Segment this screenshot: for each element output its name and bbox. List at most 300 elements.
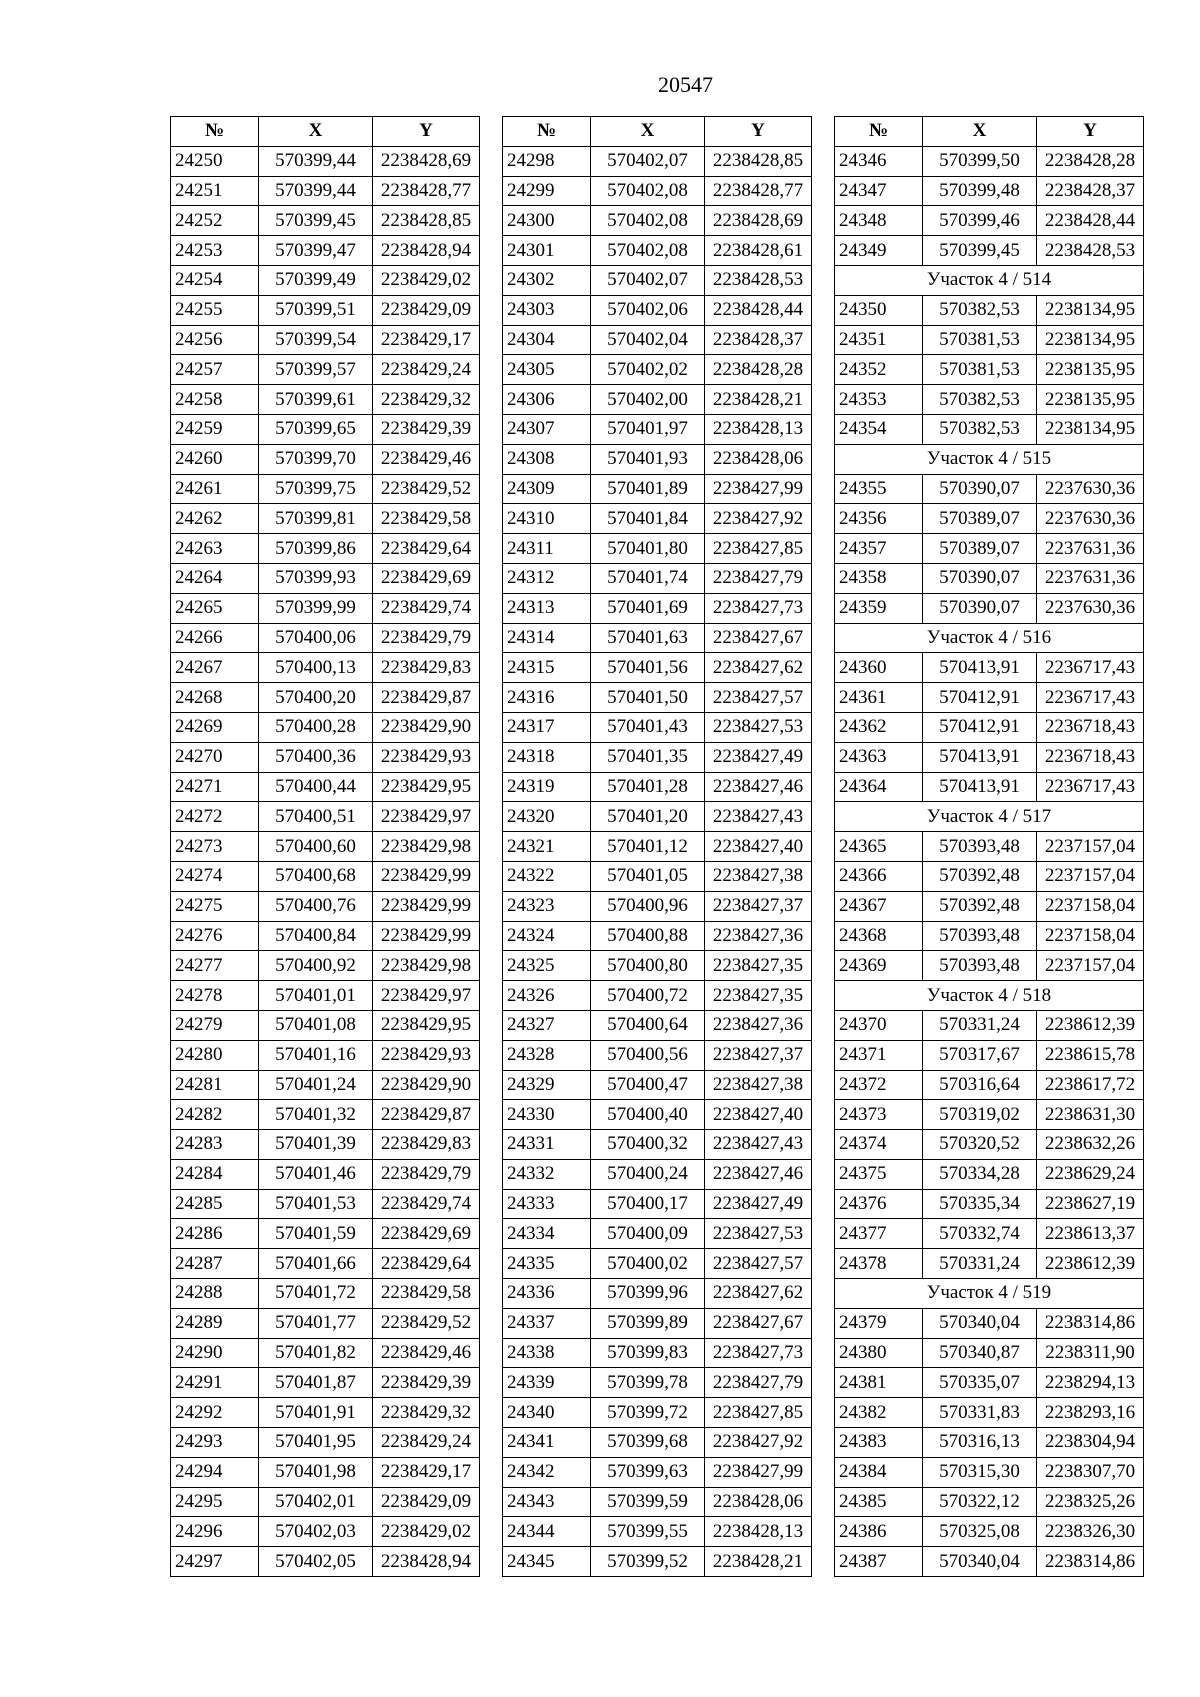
table-row	[171, 832, 480, 862]
table-row	[171, 474, 480, 504]
x-coordinate-cell: 570401,05	[591, 861, 705, 891]
table-row	[503, 1279, 812, 1309]
y-coordinate-cell: 2237158,04	[1037, 921, 1144, 951]
point-number-cell: 24343	[503, 1487, 591, 1517]
y-coordinate-cell: 2238427,57	[705, 1249, 812, 1279]
x-coordinate-cell: 570401,95	[259, 1428, 373, 1458]
point-number-cell: 24347	[835, 176, 923, 206]
point-number-cell: 24344	[503, 1517, 591, 1547]
x-coordinate-cell: 570400,51	[259, 802, 373, 832]
table-row	[835, 1159, 1144, 1189]
point-number-cell: 24252	[171, 206, 259, 236]
y-coordinate-cell: 2238427,38	[705, 1070, 812, 1100]
x-coordinate-cell: 570389,07	[923, 504, 1037, 534]
point-number-cell: 24326	[503, 981, 591, 1011]
table-row	[835, 385, 1144, 415]
table-row	[171, 802, 480, 832]
x-coordinate-cell: 570401,24	[259, 1070, 373, 1100]
table-row	[171, 1100, 480, 1130]
x-coordinate-cell: 570401,28	[591, 772, 705, 802]
point-number-cell: 24318	[503, 742, 591, 772]
y-coordinate-cell: 2238427,92	[705, 504, 812, 534]
x-coordinate-cell: 570390,07	[923, 563, 1037, 593]
point-number-cell: 24257	[171, 355, 259, 385]
point-number-cell: 24335	[503, 1249, 591, 1279]
point-number-cell: 24250	[171, 146, 259, 176]
point-number-cell: 24341	[503, 1428, 591, 1458]
point-number-cell: 24308	[503, 444, 591, 474]
table-row	[835, 1308, 1144, 1338]
y-coordinate-cell: 2238429,09	[373, 1487, 480, 1517]
point-number-cell: 24313	[503, 593, 591, 623]
table-row	[171, 176, 480, 206]
x-coordinate-cell: 570335,34	[923, 1189, 1037, 1219]
y-coordinate-cell: 2238428,13	[705, 1517, 812, 1547]
table-row	[171, 1457, 480, 1487]
point-number-cell: 24278	[171, 981, 259, 1011]
page-number: 20547	[658, 72, 713, 97]
point-number-cell: 24340	[503, 1398, 591, 1428]
y-coordinate-cell: 2237631,36	[1037, 534, 1144, 564]
point-number-cell: 24385	[835, 1487, 923, 1517]
y-coordinate-cell: 2238428,37	[1037, 176, 1144, 206]
table-row	[503, 504, 812, 534]
point-number-cell: 24353	[835, 385, 923, 415]
point-number-cell: 24295	[171, 1487, 259, 1517]
header-x: X	[259, 117, 373, 147]
point-number-cell: 24342	[503, 1457, 591, 1487]
section-label: Участок 4 / 515	[835, 444, 1144, 474]
y-coordinate-cell: 2237157,04	[1037, 861, 1144, 891]
x-coordinate-cell: 570325,08	[923, 1517, 1037, 1547]
table-row	[171, 563, 480, 593]
x-coordinate-cell: 570399,78	[591, 1368, 705, 1398]
table-row	[171, 1159, 480, 1189]
x-coordinate-cell: 570400,56	[591, 1040, 705, 1070]
x-coordinate-cell: 570401,97	[591, 414, 705, 444]
y-coordinate-cell: 2238429,93	[373, 742, 480, 772]
table-row	[503, 1338, 812, 1368]
table-row	[503, 355, 812, 385]
table-row	[171, 861, 480, 891]
y-coordinate-cell: 2238314,86	[1037, 1308, 1144, 1338]
point-number-cell: 24358	[835, 563, 923, 593]
y-coordinate-cell: 2238428,44	[705, 295, 812, 325]
x-coordinate-cell: 570402,00	[591, 385, 705, 415]
point-number-cell: 24382	[835, 1398, 923, 1428]
table-row	[503, 1547, 812, 1577]
x-coordinate-cell: 570401,16	[259, 1040, 373, 1070]
y-coordinate-cell: 2238429,95	[373, 772, 480, 802]
point-number-cell: 24312	[503, 563, 591, 593]
x-coordinate-cell: 570399,48	[923, 176, 1037, 206]
point-number-cell: 24371	[835, 1040, 923, 1070]
y-coordinate-cell: 2238427,99	[705, 474, 812, 504]
y-coordinate-cell: 2238429,97	[373, 802, 480, 832]
point-number-cell: 24357	[835, 534, 923, 564]
y-coordinate-cell: 2237157,04	[1037, 951, 1144, 981]
table-row	[503, 176, 812, 206]
y-coordinate-cell: 2238427,43	[705, 802, 812, 832]
y-coordinate-cell: 2238429,90	[373, 1070, 480, 1100]
x-coordinate-cell: 570400,02	[591, 1249, 705, 1279]
point-number-cell: 24251	[171, 176, 259, 206]
table-row	[503, 772, 812, 802]
y-coordinate-cell: 2238427,49	[705, 1189, 812, 1219]
point-number-cell: 24253	[171, 236, 259, 266]
x-coordinate-cell: 570399,81	[259, 504, 373, 534]
table-row	[835, 414, 1144, 444]
table-row	[503, 742, 812, 772]
point-number-cell: 24333	[503, 1189, 591, 1219]
header-num: №	[503, 117, 591, 147]
x-coordinate-cell: 570332,74	[923, 1219, 1037, 1249]
point-number-cell: 24316	[503, 683, 591, 713]
point-number-cell: 24331	[503, 1130, 591, 1160]
x-coordinate-cell: 570399,57	[259, 355, 373, 385]
point-number-cell: 24254	[171, 265, 259, 295]
point-number-cell: 24354	[835, 414, 923, 444]
x-coordinate-cell: 570334,28	[923, 1159, 1037, 1189]
coordinates-table-1	[170, 116, 480, 1577]
y-coordinate-cell: 2238429,02	[373, 265, 480, 295]
x-coordinate-cell: 570401,63	[591, 623, 705, 653]
x-coordinate-cell: 570401,32	[259, 1100, 373, 1130]
x-coordinate-cell: 570413,91	[923, 772, 1037, 802]
y-coordinate-cell: 2238427,43	[705, 1130, 812, 1160]
x-coordinate-cell: 570412,91	[923, 712, 1037, 742]
table-row	[503, 295, 812, 325]
table-row	[835, 1487, 1144, 1517]
y-coordinate-cell: 2238428,28	[1037, 146, 1144, 176]
point-number-cell: 24332	[503, 1159, 591, 1189]
point-number-cell: 24383	[835, 1428, 923, 1458]
x-coordinate-cell: 570399,75	[259, 474, 373, 504]
x-coordinate-cell: 570399,52	[591, 1547, 705, 1577]
table-row	[503, 1517, 812, 1547]
table-row	[171, 534, 480, 564]
point-number-cell: 24378	[835, 1249, 923, 1279]
x-coordinate-cell: 570401,46	[259, 1159, 373, 1189]
table-row	[171, 1189, 480, 1219]
point-number-cell: 24293	[171, 1428, 259, 1458]
point-number-cell: 24387	[835, 1547, 923, 1577]
point-number-cell: 24309	[503, 474, 591, 504]
y-coordinate-cell: 2237630,36	[1037, 504, 1144, 534]
y-coordinate-cell: 2238429,83	[373, 1130, 480, 1160]
y-coordinate-cell: 2238429,17	[373, 1457, 480, 1487]
x-coordinate-cell: 570401,89	[591, 474, 705, 504]
y-coordinate-cell: 2238429,74	[373, 1189, 480, 1219]
point-number-cell: 24266	[171, 623, 259, 653]
x-coordinate-cell: 570399,68	[591, 1428, 705, 1458]
y-coordinate-cell: 2238427,79	[705, 563, 812, 593]
point-number-cell: 24334	[503, 1219, 591, 1249]
y-coordinate-cell: 2238429,79	[373, 623, 480, 653]
table-row	[171, 593, 480, 623]
y-coordinate-cell: 2238427,46	[705, 772, 812, 802]
point-number-cell: 24379	[835, 1308, 923, 1338]
table-row	[503, 1428, 812, 1458]
point-number-cell: 24364	[835, 772, 923, 802]
point-number-cell: 24380	[835, 1338, 923, 1368]
table-row	[835, 891, 1144, 921]
x-coordinate-cell: 570316,64	[923, 1070, 1037, 1100]
table-row	[503, 921, 812, 951]
y-coordinate-cell: 2238612,39	[1037, 1010, 1144, 1040]
x-coordinate-cell: 570389,07	[923, 534, 1037, 564]
y-coordinate-cell: 2237157,04	[1037, 832, 1144, 862]
point-number-cell: 24325	[503, 951, 591, 981]
table-row	[503, 325, 812, 355]
y-coordinate-cell: 2238429,95	[373, 1010, 480, 1040]
y-coordinate-cell: 2238428,85	[705, 146, 812, 176]
point-number-cell: 24279	[171, 1010, 259, 1040]
point-number-cell: 24348	[835, 206, 923, 236]
y-coordinate-cell: 2238429,58	[373, 1279, 480, 1309]
x-coordinate-cell: 570399,96	[591, 1279, 705, 1309]
x-coordinate-cell: 570382,53	[923, 414, 1037, 444]
table-row	[171, 325, 480, 355]
y-coordinate-cell: 2236717,43	[1037, 653, 1144, 683]
x-coordinate-cell: 570401,50	[591, 683, 705, 713]
y-coordinate-cell: 2238429,46	[373, 1338, 480, 1368]
y-coordinate-cell: 2238294,13	[1037, 1368, 1144, 1398]
point-number-cell: 24384	[835, 1457, 923, 1487]
table-row	[503, 1249, 812, 1279]
point-number-cell: 24337	[503, 1308, 591, 1338]
x-coordinate-cell: 570401,74	[591, 563, 705, 593]
y-coordinate-cell: 2238427,40	[705, 1100, 812, 1130]
y-coordinate-cell: 2238427,46	[705, 1159, 812, 1189]
y-coordinate-cell: 2238427,73	[705, 593, 812, 623]
y-coordinate-cell: 2238427,35	[705, 981, 812, 1011]
y-coordinate-cell: 2238428,53	[705, 265, 812, 295]
y-coordinate-cell: 2238615,78	[1037, 1040, 1144, 1070]
y-coordinate-cell: 2238428,77	[373, 176, 480, 206]
y-coordinate-cell: 2238429,32	[373, 1398, 480, 1428]
table-row	[835, 1517, 1144, 1547]
x-coordinate-cell: 570402,08	[591, 236, 705, 266]
y-coordinate-cell: 2238631,30	[1037, 1100, 1144, 1130]
table-row	[171, 1219, 480, 1249]
point-number-cell: 24265	[171, 593, 259, 623]
point-number-cell: 24375	[835, 1159, 923, 1189]
point-number-cell: 24280	[171, 1040, 259, 1070]
x-coordinate-cell: 570401,93	[591, 444, 705, 474]
y-coordinate-cell: 2238135,95	[1037, 385, 1144, 415]
y-coordinate-cell: 2238429,98	[373, 951, 480, 981]
y-coordinate-cell: 2238428,69	[373, 146, 480, 176]
point-number-cell: 24345	[503, 1547, 591, 1577]
section-label: Участок 4 / 519	[835, 1279, 1144, 1309]
point-number-cell: 24262	[171, 504, 259, 534]
y-coordinate-cell: 2238326,30	[1037, 1517, 1144, 1547]
point-number-cell: 24291	[171, 1368, 259, 1398]
table-row	[835, 1338, 1144, 1368]
y-coordinate-cell: 2238632,26	[1037, 1130, 1144, 1160]
table-row	[503, 683, 812, 713]
x-coordinate-cell: 570402,07	[591, 265, 705, 295]
x-coordinate-cell: 570401,59	[259, 1219, 373, 1249]
y-coordinate-cell: 2238325,26	[1037, 1487, 1144, 1517]
table-row	[171, 742, 480, 772]
table-row	[503, 1130, 812, 1160]
point-number-cell: 24351	[835, 325, 923, 355]
y-coordinate-cell: 2238427,36	[705, 1010, 812, 1040]
y-coordinate-cell: 2238135,95	[1037, 355, 1144, 385]
x-coordinate-cell: 570399,63	[591, 1457, 705, 1487]
table-row	[171, 1487, 480, 1517]
x-coordinate-cell: 570399,50	[923, 146, 1037, 176]
x-coordinate-cell: 570381,53	[923, 325, 1037, 355]
header-row	[171, 117, 480, 147]
x-coordinate-cell: 570399,45	[259, 206, 373, 236]
y-coordinate-cell: 2238293,16	[1037, 1398, 1144, 1428]
x-coordinate-cell: 570400,92	[259, 951, 373, 981]
x-coordinate-cell: 570401,77	[259, 1308, 373, 1338]
x-coordinate-cell: 570382,53	[923, 385, 1037, 415]
table-row	[503, 593, 812, 623]
x-coordinate-cell: 570399,65	[259, 414, 373, 444]
table-row	[835, 534, 1144, 564]
x-coordinate-cell: 570399,99	[259, 593, 373, 623]
point-number-cell: 24263	[171, 534, 259, 564]
x-coordinate-cell: 570400,72	[591, 981, 705, 1011]
table-row	[171, 921, 480, 951]
point-number-cell: 24349	[835, 236, 923, 266]
point-number-cell: 24315	[503, 653, 591, 683]
point-number-cell: 24324	[503, 921, 591, 951]
header-y: Y	[373, 117, 480, 147]
point-number-cell: 24362	[835, 712, 923, 742]
x-coordinate-cell: 570340,87	[923, 1338, 1037, 1368]
table-row	[503, 474, 812, 504]
table-row	[835, 1130, 1144, 1160]
header-y: Y	[705, 117, 812, 147]
point-number-cell: 24264	[171, 563, 259, 593]
y-coordinate-cell: 2238427,35	[705, 951, 812, 981]
x-coordinate-cell: 570400,44	[259, 772, 373, 802]
table-row	[835, 653, 1144, 683]
x-coordinate-cell: 570400,32	[591, 1130, 705, 1160]
x-coordinate-cell: 570402,07	[591, 146, 705, 176]
table-row	[171, 1279, 480, 1309]
x-coordinate-cell: 570400,64	[591, 1010, 705, 1040]
table-row	[835, 1368, 1144, 1398]
point-number-cell: 24281	[171, 1070, 259, 1100]
table-row	[503, 802, 812, 832]
x-coordinate-cell: 570400,60	[259, 832, 373, 862]
table-row	[503, 1398, 812, 1428]
x-coordinate-cell: 570316,13	[923, 1428, 1037, 1458]
point-number-cell: 24361	[835, 683, 923, 713]
point-number-cell: 24327	[503, 1010, 591, 1040]
point-number-cell: 24301	[503, 236, 591, 266]
x-coordinate-cell: 570400,09	[591, 1219, 705, 1249]
table-row	[835, 1249, 1144, 1279]
table-row	[171, 1398, 480, 1428]
x-coordinate-cell: 570335,07	[923, 1368, 1037, 1398]
point-number-cell: 24328	[503, 1040, 591, 1070]
table-row	[171, 1338, 480, 1368]
y-coordinate-cell: 2238429,74	[373, 593, 480, 623]
x-coordinate-cell: 570399,89	[591, 1308, 705, 1338]
x-coordinate-cell: 570401,08	[259, 1010, 373, 1040]
x-coordinate-cell: 570399,86	[259, 534, 373, 564]
point-number-cell: 24329	[503, 1070, 591, 1100]
point-number-cell: 24352	[835, 355, 923, 385]
section-header-row	[835, 623, 1144, 653]
point-number-cell: 24367	[835, 891, 923, 921]
x-coordinate-cell: 570400,36	[259, 742, 373, 772]
table-row	[835, 951, 1144, 981]
point-number-cell: 24336	[503, 1279, 591, 1309]
table-row	[503, 712, 812, 742]
x-coordinate-cell: 570399,44	[259, 176, 373, 206]
point-number-cell: 24292	[171, 1398, 259, 1428]
section-label: Участок 4 / 516	[835, 623, 1144, 653]
section-header-row	[835, 444, 1144, 474]
x-coordinate-cell: 570400,84	[259, 921, 373, 951]
table-row	[835, 206, 1144, 236]
x-coordinate-cell: 570399,93	[259, 563, 373, 593]
y-coordinate-cell: 2238304,94	[1037, 1428, 1144, 1458]
x-coordinate-cell: 570401,98	[259, 1457, 373, 1487]
point-number-cell: 24355	[835, 474, 923, 504]
table-row	[503, 1100, 812, 1130]
y-coordinate-cell: 2238427,36	[705, 921, 812, 951]
table-row	[503, 1070, 812, 1100]
y-coordinate-cell: 2238427,57	[705, 683, 812, 713]
x-coordinate-cell: 570413,91	[923, 742, 1037, 772]
y-coordinate-cell: 2237630,36	[1037, 593, 1144, 623]
point-number-cell: 24359	[835, 593, 923, 623]
point-number-cell: 24321	[503, 832, 591, 862]
y-coordinate-cell: 2238428,44	[1037, 206, 1144, 236]
table-row	[171, 623, 480, 653]
x-coordinate-cell: 570320,52	[923, 1130, 1037, 1160]
y-coordinate-cell: 2238429,87	[373, 1100, 480, 1130]
table-row	[835, 712, 1144, 742]
x-coordinate-cell: 570400,76	[259, 891, 373, 921]
coordinates-table-2	[502, 116, 812, 1577]
table-row	[503, 265, 812, 295]
table-row	[503, 236, 812, 266]
y-coordinate-cell: 2238427,37	[705, 891, 812, 921]
point-number-cell: 24267	[171, 653, 259, 683]
point-number-cell: 24360	[835, 653, 923, 683]
point-number-cell: 24296	[171, 1517, 259, 1547]
y-coordinate-cell: 2238429,24	[373, 1428, 480, 1458]
x-coordinate-cell: 570399,45	[923, 236, 1037, 266]
x-coordinate-cell: 570400,47	[591, 1070, 705, 1100]
table-row	[171, 1308, 480, 1338]
table-row	[835, 236, 1144, 266]
point-number-cell: 24283	[171, 1130, 259, 1160]
table-row	[503, 534, 812, 564]
table-row	[503, 1189, 812, 1219]
y-coordinate-cell: 2238427,53	[705, 1219, 812, 1249]
point-number-cell: 24346	[835, 146, 923, 176]
point-number-cell: 24374	[835, 1130, 923, 1160]
y-coordinate-cell: 2238429,32	[373, 385, 480, 415]
table-row	[171, 712, 480, 742]
table-row	[835, 1189, 1144, 1219]
table-row	[835, 504, 1144, 534]
x-coordinate-cell: 570401,82	[259, 1338, 373, 1368]
x-coordinate-cell: 570401,72	[259, 1279, 373, 1309]
